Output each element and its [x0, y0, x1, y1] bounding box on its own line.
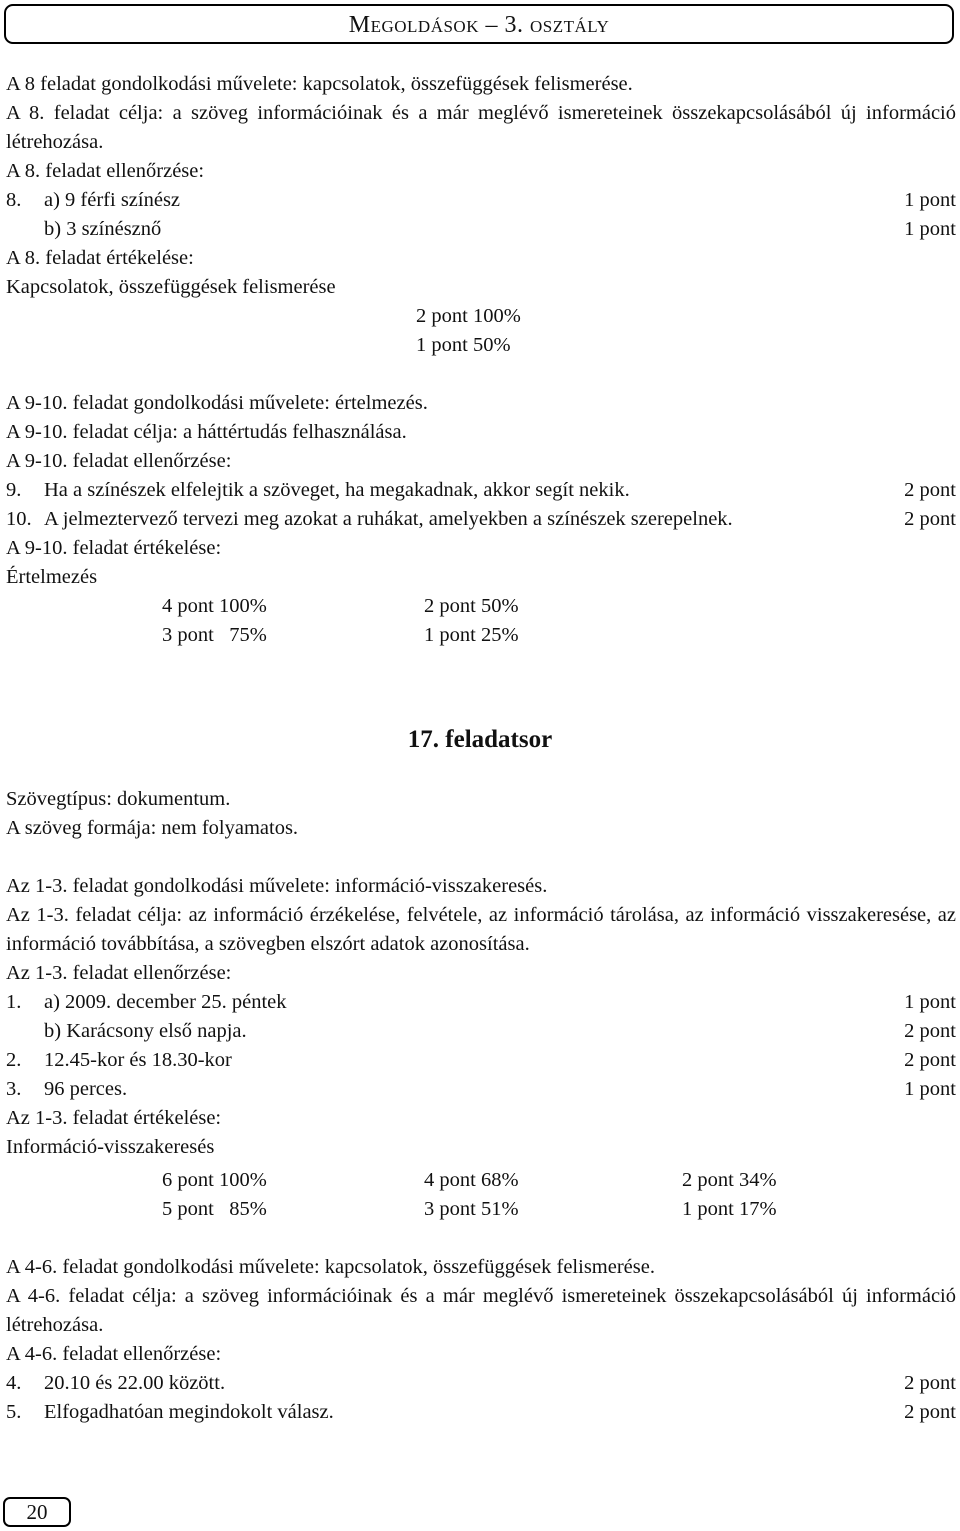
text-line: Az 1-3. feladat értékelése:	[6, 1107, 222, 1129]
text-paragraph: A 8. feladat célja: a szöveg információinak és a már meglévő ismereteinek összekapcsolásából új információ létrehozása.	[6, 102, 956, 153]
answer-text: Ha a színészek elfelejtik a szöveget, ha megakadnak, akkor segít nekik.	[44, 479, 630, 501]
answer-row	[6, 1075, 956, 1104]
answer-text: 96 perces.	[44, 1078, 128, 1100]
answer-number: 9.	[6, 479, 22, 501]
answer-text: b) 3 színésznő	[44, 218, 162, 240]
evaluation-row	[6, 1166, 956, 1195]
answer-text: 20.10 és 22.00 között.	[44, 1372, 226, 1394]
evaluation-row	[6, 592, 956, 621]
evaluation-row	[6, 621, 956, 650]
page-header	[4, 4, 954, 44]
answer-text: Elfogadhatóan megindokolt válasz.	[44, 1401, 334, 1423]
text-line: A 9-10. feladat értékelése:	[6, 537, 222, 559]
answer-row	[6, 215, 956, 244]
answer-row	[6, 476, 956, 505]
answer-number: 4.	[6, 1372, 22, 1394]
answer-number: 3.	[6, 1078, 22, 1100]
text-line: Kapcsolatok, összefüggések felismerése	[6, 276, 336, 298]
text-paragraph: A 4-6. feladat célja: a szöveg információinak és a már meglévő ismereteinek összekapcsolásából új információ létrehozása.	[6, 1285, 956, 1336]
answer-points: 2 pont	[904, 1401, 956, 1423]
evaluation-row	[6, 302, 956, 331]
answer-points: 2 pont	[904, 1049, 956, 1071]
section-title: 17. feladatsor	[407, 726, 553, 753]
answer-points: 2 pont	[904, 508, 956, 530]
answer-text: a) 9 férfi színész	[44, 189, 181, 211]
answer-points: 1 pont	[904, 218, 956, 240]
evaluation-cell: 3 pont 75%	[162, 624, 267, 646]
answer-points: 2 pont	[904, 1372, 956, 1394]
text-line: Értelmezés	[6, 566, 98, 588]
evaluation-cell: 2 pont 100%	[416, 305, 521, 327]
text-line: Az 1-3. feladat gondolkodási művelete: információ-visszakeresés.	[6, 875, 548, 897]
answer-number: 8.	[6, 189, 22, 211]
evaluation-cell: 3 pont 51%	[424, 1198, 519, 1220]
answer-row	[6, 1046, 956, 1075]
evaluation-cell: 1 pont 25%	[424, 624, 519, 646]
answer-text: A jelmeztervező tervezi meg azokat a ruhákat, amelyekben a színészek szerepelnek.	[44, 508, 733, 530]
evaluation-cell: 1 pont 17%	[682, 1198, 777, 1220]
text-line: Információ-visszakeresés	[6, 1136, 215, 1158]
evaluation-cell: 5 pont 85%	[162, 1198, 267, 1220]
page-content-lower	[6, 785, 956, 1427]
text-line: A 4-6. feladat ellenőrzése:	[6, 1343, 222, 1365]
answer-points: 1 pont	[904, 991, 956, 1013]
evaluation-cell: 2 pont 50%	[424, 595, 519, 617]
answer-number: 2.	[6, 1049, 22, 1071]
answer-row	[6, 186, 956, 215]
text-line: A 8 feladat gondolkodási művelete: kapcsolatok, összefüggések felismerése.	[6, 73, 633, 95]
answer-number: 10.	[6, 508, 32, 530]
text-line: A 9-10. feladat ellenőrzése:	[6, 450, 232, 472]
answer-points: 1 pont	[904, 1078, 956, 1100]
text-line: A 4-6. feladat gondolkodási művelete: kapcsolatok, összefüggések felismerése.	[6, 1256, 655, 1278]
answer-row	[6, 1369, 956, 1398]
evaluation-cell: 6 pont 100%	[162, 1169, 267, 1191]
answer-number: 1.	[6, 991, 22, 1013]
answer-row	[6, 1017, 956, 1046]
page-number: 20	[3, 1497, 71, 1527]
text-line: A 9-10. feladat célja: a háttértudás felhasználása.	[6, 421, 407, 443]
answer-number: 5.	[6, 1401, 22, 1423]
evaluation-row	[6, 331, 956, 360]
text-line: A szöveg formája: nem folyamatos.	[6, 817, 299, 839]
evaluation-cell: 1 pont 50%	[416, 334, 511, 356]
answer-points: 2 pont	[904, 1020, 956, 1042]
answer-row	[6, 1398, 956, 1427]
answer-text: b) Karácsony első napja.	[44, 1020, 247, 1042]
evaluation-cell: 2 pont 34%	[682, 1169, 777, 1191]
text-line: A 8. feladat értékelése:	[6, 247, 194, 269]
evaluation-cell: 4 pont 100%	[162, 595, 267, 617]
page-content	[6, 70, 956, 650]
answer-row	[6, 988, 956, 1017]
text-paragraph: Az 1-3. feladat célja: az információ érzékelése, felvétele, az információ tárolása, az információ visszakeresése, az információ továbbítása, a szövegben elszórt adatok azonosítása.	[6, 904, 956, 955]
text-line: Az 1-3. feladat ellenőrzése:	[6, 962, 232, 984]
answer-row	[6, 505, 956, 534]
answer-points: 1 pont	[904, 189, 956, 211]
text-line: A 9-10. feladat gondolkodási művelete: értelmezés.	[6, 392, 428, 414]
answer-points: 2 pont	[904, 479, 956, 501]
answer-text: 12.45-kor és 18.30-kor	[44, 1049, 232, 1071]
evaluation-row	[6, 1195, 956, 1224]
text-line: Szövegtípus: dokumentum.	[6, 788, 231, 810]
answer-text: a) 2009. december 25. péntek	[44, 991, 287, 1013]
evaluation-cell: 4 pont 68%	[424, 1169, 519, 1191]
header-title: Megoldások – 3. osztály	[348, 12, 610, 38]
text-line: A 8. feladat ellenőrzése:	[6, 160, 205, 182]
